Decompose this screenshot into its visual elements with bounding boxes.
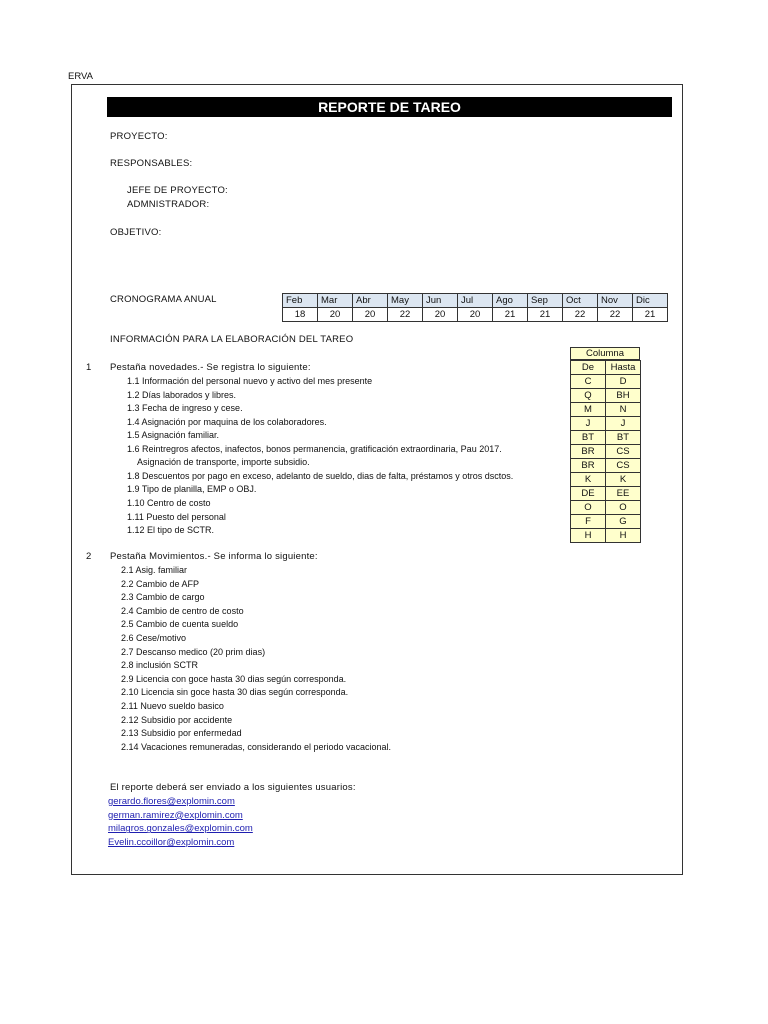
section1-item: 1.10 Centro de costo bbox=[127, 497, 211, 508]
section2-item: 2.7 Descanso medico (20 prim dias) bbox=[121, 646, 266, 657]
administrador-label: ADMNISTRADOR: bbox=[127, 199, 210, 210]
schedule-value-8: 22 bbox=[563, 308, 598, 322]
schedule-month-7: Sep bbox=[528, 294, 563, 308]
section2-item: 2.9 Licencia con goce hasta 30 dias según corresponda. bbox=[121, 673, 347, 684]
section1-item: 1.6 Reintregros afectos, inafectos, bonos permanencia, gratificación extraordinaria, Pau 2017. bbox=[127, 443, 502, 454]
schedule-value-2: 20 bbox=[353, 308, 388, 322]
schedule-month-5: Jul bbox=[458, 294, 493, 308]
email-link[interactable]: gerardo.flores@explomin.com bbox=[108, 796, 235, 807]
column-de-cell: O bbox=[571, 501, 606, 515]
section1-item: 1.1 Información del personal nuevo y activo del mes presente bbox=[127, 376, 373, 386]
column-hasta-cell: H bbox=[606, 529, 641, 543]
column-title: Columna bbox=[570, 347, 640, 360]
section1-heading: Pestaña novedades.- Se registra lo siguiente: bbox=[110, 362, 311, 373]
section2-item: 2.2 Cambio de AFP bbox=[121, 578, 200, 589]
column-row bbox=[571, 529, 641, 543]
column-hasta-cell: D bbox=[606, 375, 641, 389]
schedule-value-5: 20 bbox=[458, 308, 493, 322]
schedule-table bbox=[282, 293, 668, 322]
schedule-value-9: 22 bbox=[598, 308, 633, 322]
section2-item: 2.10 Licencia sin goce hasta 30 dias según corresponda. bbox=[121, 687, 349, 698]
column-de-cell: DE bbox=[571, 487, 606, 501]
schedule-value-6: 21 bbox=[493, 308, 528, 322]
schedule-month-0: Feb bbox=[283, 294, 318, 308]
proyecto-label: PROYECTO: bbox=[110, 131, 168, 142]
column-hasta-cell: CS bbox=[606, 459, 641, 473]
schedule-month-4: Jun bbox=[423, 294, 458, 308]
schedule-month-2: Abr bbox=[353, 294, 388, 308]
section1-item: 1.9 Tipo de planilla, EMP o OBJ. bbox=[127, 484, 257, 495]
section1-item: 1.3 Fecha de ingreso y cese. bbox=[127, 403, 243, 414]
column-row bbox=[571, 417, 641, 431]
schedule-month-10: Dic bbox=[633, 294, 668, 308]
section1-item: 1.5 Asignación familiar. bbox=[127, 430, 220, 441]
column-hasta-cell: J bbox=[606, 417, 641, 431]
column-hasta-cell: EE bbox=[606, 487, 641, 501]
column-row bbox=[571, 445, 641, 459]
schedule-value-4: 20 bbox=[423, 308, 458, 322]
column-de-cell: J bbox=[571, 417, 606, 431]
column-de-cell: K bbox=[571, 473, 606, 487]
section2-item: 2.3 Cambio de cargo bbox=[121, 592, 205, 603]
email-link[interactable]: milagros.gonzales@explomin.com bbox=[108, 823, 253, 835]
column-header-de: De bbox=[571, 361, 606, 375]
schedule-value-3: 22 bbox=[388, 308, 423, 322]
column-de-cell: BR bbox=[571, 459, 606, 473]
section2-item: 2.4 Cambio de centro de costo bbox=[121, 605, 244, 616]
column-row bbox=[571, 431, 641, 445]
column-table bbox=[570, 360, 641, 543]
section2-item: 2.11 Nuevo sueldo basico bbox=[121, 701, 224, 711]
informacion-heading: INFORMACIÓN PARA LA ELABORACIÓN DEL TAREO bbox=[110, 334, 354, 345]
section2-item: 2.12 Subsidio por accidente bbox=[121, 714, 233, 725]
section1-item: 1.2 Días laborados y libres. bbox=[127, 389, 237, 400]
jefe-proyecto-label: JEFE DE PROYECTO: bbox=[127, 185, 228, 196]
schedule-value-1: 20 bbox=[318, 308, 353, 322]
schedule-month-3: May bbox=[388, 294, 423, 308]
schedule-value-7: 21 bbox=[528, 308, 563, 322]
column-de-cell: BT bbox=[571, 431, 606, 445]
column-row bbox=[571, 389, 641, 403]
section2-item: 2.13 Subsidio por enfermedad bbox=[121, 728, 242, 739]
schedule-value-10: 21 bbox=[633, 308, 668, 322]
column-row bbox=[571, 459, 641, 473]
column-header-hasta: Hasta bbox=[606, 361, 641, 375]
section1-item: 1.4 Asignación por maquina de los colaboradores. bbox=[127, 416, 327, 427]
column-de-cell: C bbox=[571, 375, 606, 389]
column-hasta-cell: CS bbox=[606, 445, 641, 459]
section2-heading: Pestaña Movimientos.- Se informa lo siguiente: bbox=[110, 551, 318, 562]
section2-number: 2 bbox=[86, 551, 92, 562]
cronograma-label: CRONOGRAMA ANUAL bbox=[110, 294, 217, 305]
schedule-month-9: Nov bbox=[598, 294, 633, 308]
column-de-cell: Q bbox=[571, 389, 606, 403]
column-row bbox=[571, 473, 641, 487]
column-row bbox=[571, 375, 641, 389]
section1-item: Asignación de transporte, importe subsidio. bbox=[137, 457, 310, 468]
column-hasta-cell: G bbox=[606, 515, 641, 529]
column-hasta-cell: N bbox=[606, 403, 641, 417]
section2-item: 2.14 Vacaciones remuneradas, considerando el periodo vacacional. bbox=[121, 741, 392, 752]
column-row bbox=[571, 515, 641, 529]
email-link[interactable]: Evelin.ccoillor@explomin.com bbox=[108, 837, 235, 849]
report-note: El reporte deberá ser enviado a los siguientes usuarios: bbox=[110, 782, 356, 793]
column-row bbox=[571, 403, 641, 417]
column-de-cell: F bbox=[571, 515, 606, 529]
schedule-month-6: Ago bbox=[493, 294, 528, 308]
section2-item: 2.1 Asig. familiar bbox=[121, 565, 188, 575]
column-hasta-cell: O bbox=[606, 501, 641, 515]
section1-item: 1.8 Descuentos por pago en exceso, adelanto de sueldo, dias de falta, préstamos y otros dsctos. bbox=[127, 470, 514, 481]
schedule-month-1: Mar bbox=[318, 294, 353, 308]
email-link[interactable]: german.ramirez@explomin.com bbox=[108, 809, 243, 821]
responsables-label: RESPONSABLES: bbox=[110, 158, 193, 169]
corner-label: ERVA bbox=[68, 71, 93, 82]
section2-item: 2.8 inclusión SCTR bbox=[121, 660, 199, 671]
objetivo-label: OBJETIVO: bbox=[110, 227, 162, 238]
section2-item: 2.6 Cese/motivo bbox=[121, 633, 187, 643]
column-row bbox=[571, 487, 641, 501]
page-title: REPORTE DE TAREO bbox=[107, 97, 672, 117]
section1-item: 1.11 Puesto del personal bbox=[127, 511, 226, 522]
column-de-cell: H bbox=[571, 529, 606, 543]
column-hasta-cell: BT bbox=[606, 431, 641, 445]
schedule-value-0: 18 bbox=[283, 308, 318, 322]
column-de-cell: BR bbox=[571, 445, 606, 459]
section1-item: 1.12 El tipo de SCTR. bbox=[127, 525, 215, 536]
column-hasta-cell: BH bbox=[606, 389, 641, 403]
column-de-cell: M bbox=[571, 403, 606, 417]
section2-item: 2.5 Cambio de cuenta sueldo bbox=[121, 619, 239, 630]
section1-number: 1 bbox=[86, 362, 92, 373]
column-hasta-cell: K bbox=[606, 473, 641, 487]
schedule-month-8: Oct bbox=[563, 294, 598, 308]
column-row bbox=[571, 501, 641, 515]
